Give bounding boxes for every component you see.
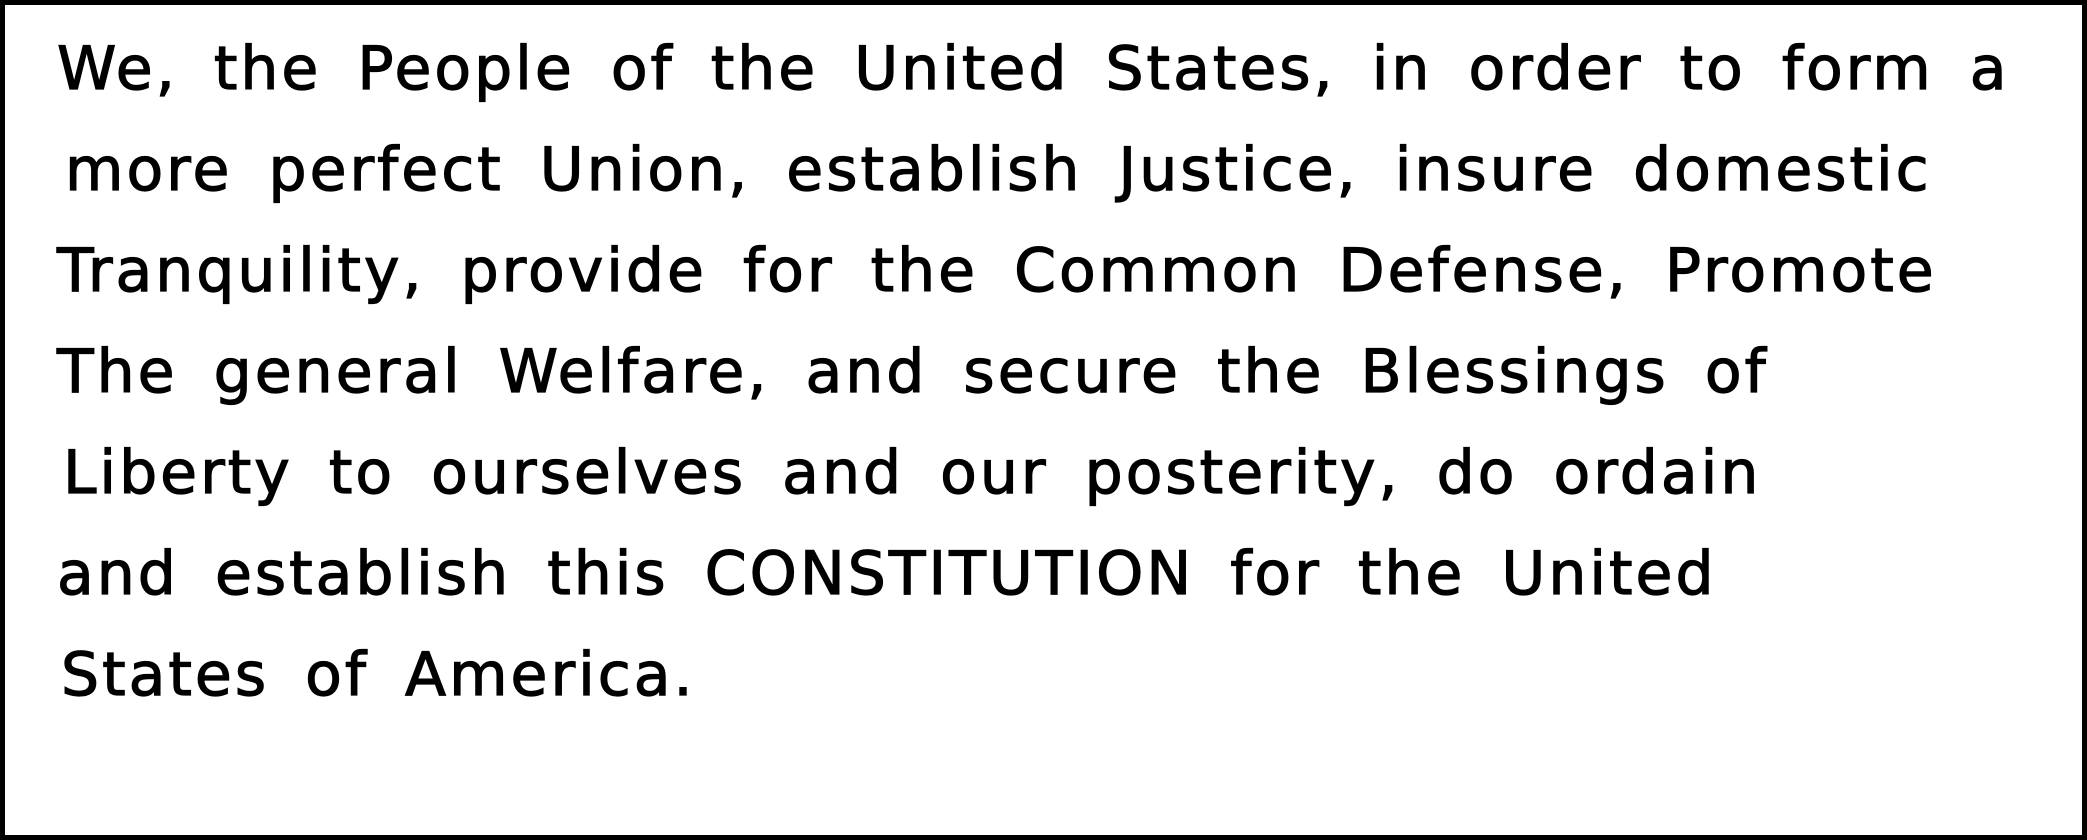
text-line: Liberty to ourselves and our posterity, do ordain: [63, 438, 1762, 508]
text-line: States of America.: [61, 640, 696, 710]
handwritten-text: [57, 19, 2047, 726]
text-line: We, the People of the United States, in order to form a: [57, 34, 2010, 104]
text-line: more perfect Union, establish Justice, insure domestic: [65, 135, 1932, 205]
text-line: The general Welfare, and secure the Blessings of: [57, 337, 1769, 407]
text-line: Tranquility, provide for the Common Defense, Promote: [57, 236, 1937, 306]
text-line: and establish this CONSTITUTION for the United: [57, 539, 1717, 609]
